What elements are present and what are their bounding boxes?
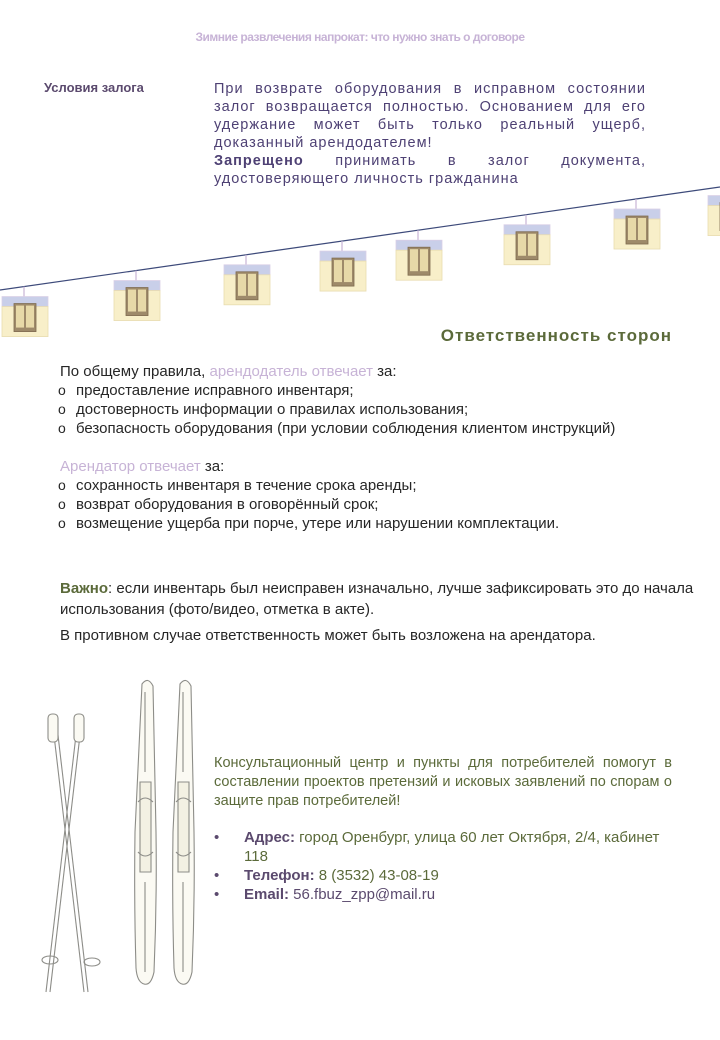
list-item: o безопасность оборудования (при условии соблюдения клиентом инструкций): [58, 419, 700, 438]
list-item: o сохранность инвентаря в течение срока аренды;: [58, 476, 700, 495]
email-item: [214, 885, 684, 904]
deposit-heading: Условия залога: [44, 80, 144, 95]
otherwise-note: В противном случае ответственность может быть возложена на арендатора.: [60, 627, 596, 644]
ski-pole-icon: [46, 714, 100, 992]
landlord-intro: [60, 362, 700, 381]
responsibility-block: [60, 362, 700, 533]
cabin-icon: [224, 255, 270, 305]
tenant-list: [60, 476, 700, 533]
cabin-icon: [708, 186, 720, 236]
cabin-icon: [396, 230, 442, 280]
important-label: Важно: [60, 580, 109, 597]
address-label: Адрес:: [244, 829, 295, 846]
list-item: o предоставление исправного инвентаря;: [58, 381, 700, 400]
important-text: : если инвентарь был неисправен изначально, лучше зафиксировать это до начала использования (фото/видео, отметка в акте).: [60, 580, 694, 618]
cabins: [2, 186, 720, 337]
important-note: [60, 578, 700, 620]
landlord-intro-prefix: По общему правила,: [60, 363, 210, 380]
list-item: o возврат оборудования в оговорённый срок;: [58, 495, 700, 514]
address-value: город Оренбург, улица 60 лет Октября, 2/4, кабинет 118: [244, 829, 660, 865]
landlord-list: [60, 381, 700, 438]
tenant-intro-suffix: за:: [200, 458, 225, 475]
phone-label: Телефон:: [244, 867, 315, 884]
cabin-icon: [114, 271, 160, 321]
cable-car-illustration: [0, 0, 720, 340]
consult-text: Консультационный центр и пункты для потребителей помогут в составлении проектов претензий и исковых заявлений по спорам о защите прав потребителей!: [214, 755, 672, 809]
ski-pole-icon: [42, 714, 88, 992]
tenant-intro: [60, 457, 700, 476]
landlord-intro-suffix: за:: [373, 363, 397, 380]
skis-illustration: [30, 672, 210, 1002]
cabin-icon: [504, 215, 550, 265]
cabin-icon: [320, 241, 366, 291]
email-link[interactable]: 56.fbuz_zpp@mail.ru: [289, 886, 436, 903]
phone-item: [214, 866, 684, 885]
deposit-paragraph: При возврате оборудования в исправном состоянии залог возвращается полностью. Основанием для его удержание может быть только реальный ущерб, доказанный арендодателем!: [214, 81, 646, 151]
forbidden-label: Запрещено: [214, 153, 304, 169]
landlord-highlight: арендодатель отвечает: [209, 363, 374, 380]
contacts-list: [214, 828, 684, 904]
list-item: o возмещение ущерба при порче, утере или нарушении комплектации.: [58, 514, 700, 533]
cabin-icon: [614, 199, 660, 249]
document-title: Зимние развлечения напрокат: что нужно знать о договоре: [195, 30, 525, 44]
phone-value: 8 (3532) 43-08-19: [314, 867, 439, 884]
address-item: [214, 828, 684, 866]
ski-icon: [135, 680, 157, 984]
email-label: Email:: [244, 886, 290, 903]
cabin-icon: [2, 287, 48, 337]
responsibility-heading: Ответственность сторон: [440, 326, 672, 345]
forbidden-text: принимать в залог документа, удостоверяющего личность гражданина: [214, 153, 646, 187]
list-item: o достоверность информации о правилах использования;: [58, 400, 700, 419]
ski-icon: [173, 680, 195, 984]
tenant-highlight: Арендатор отвечает: [60, 458, 201, 475]
